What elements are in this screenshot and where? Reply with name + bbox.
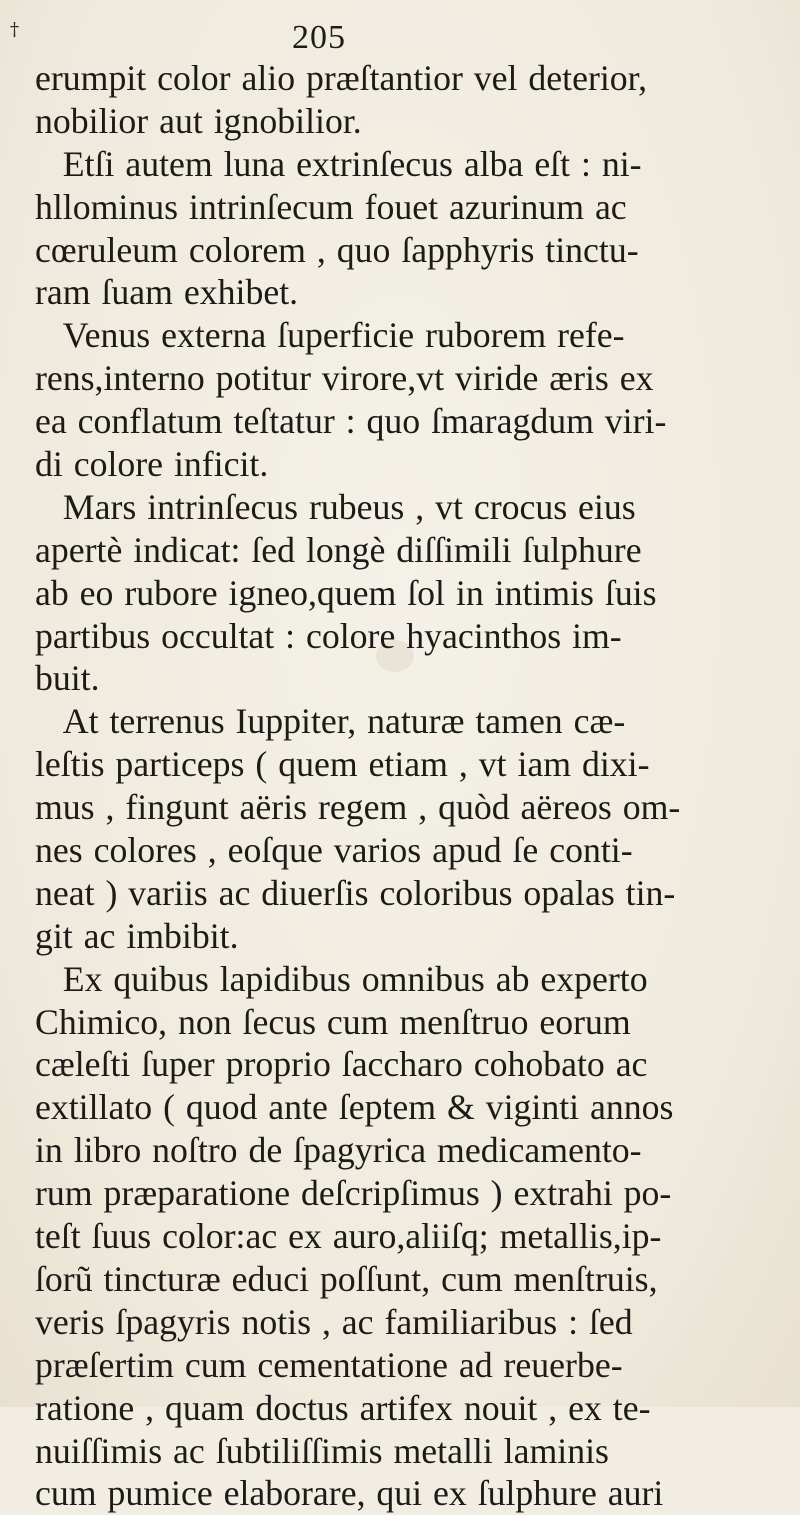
text-line: ratione , quam doctus artifex nouit , ex te-: [35, 1387, 651, 1428]
text-line: apertè indicat: ſed longè diſſimili ſulphure: [35, 529, 642, 570]
text-line: nuiſſimis ac ſubtiliſſimis metalli laminis: [35, 1430, 609, 1471]
text-line: neat ) variis ac diuerſis coloribus opalas tin-: [35, 872, 676, 913]
text-line: erumpit color alio præſtantior vel deterior,: [35, 58, 648, 98]
text-line: hllominus intrinſecum fouet azurinum ac: [35, 186, 627, 227]
text-line: nobilior aut ignobilior.: [35, 100, 362, 141]
text-line: ſorũ tincturæ educi poſſunt, cum menſtruis,: [35, 1258, 658, 1299]
text-line: nes colores , eoſque varios apud ſe conti-: [35, 830, 633, 871]
body-text: [35, 57, 795, 1515]
text-line: in libro noſtro de ſpagyrica medicamento-: [35, 1130, 642, 1171]
paragraph-first-line: Etſi autem luna extrinſecus alba eſt : ni-: [62, 143, 642, 184]
paragraph-first-line: Ex quibus lapidibus omnibus ab experto: [62, 958, 648, 999]
paragraph-first-line: Venus externa ſuperficie ruborem refe-: [62, 315, 625, 356]
page-number: 205: [292, 19, 346, 56]
text-line: Chimico, non ſecus cum menſtruo eorum: [35, 1001, 631, 1042]
text-line: extillato ( quod ante ſeptem & viginti annos: [35, 1087, 674, 1128]
text-line: mus , fingunt aëris regem , quòd aëreos om-: [35, 787, 681, 828]
text-line: cum pumice elaborare, qui ex ſulphure auri: [35, 1473, 664, 1514]
text-line: cæleſti ſuper proprio ſaccharo cohobato ac: [35, 1044, 648, 1085]
text-line: git ac imbibit.: [35, 915, 239, 956]
text-line: leſtis particeps ( quem etiam , vt iam dixi-: [35, 744, 650, 785]
text-line: partibus occultat : colore hyacinthos im-: [35, 615, 622, 656]
paragraph-first-line: Mars intrinſecus rubeus , vt crocus eius: [62, 486, 636, 527]
text-line: veris ſpagyris notis , ac familiaribus : ſed: [35, 1301, 633, 1342]
text-line: ram ſuam exhibet.: [35, 272, 299, 313]
text-line: rum præparatione deſcripſimus ) extrahi po-: [35, 1173, 672, 1214]
text-line: cœruleum colorem , quo ſapphyris tinctu-: [35, 229, 639, 270]
text-line: teſt ſuus color:ac ex auro,aliiſq; metallis,ip-: [35, 1216, 662, 1257]
text-line: buit.: [35, 658, 100, 699]
paragraph-first-line: At terrenus Iuppiter, naturæ tamen cæ-: [62, 701, 626, 742]
text-line: ab eo rubore igneo,quem ſol in intimis ſuis: [35, 572, 657, 613]
text-line: præſertim cum cementatione ad reuerbe-: [35, 1344, 623, 1385]
text-line: di colore inficit.: [35, 444, 269, 485]
corner-mark: †: [10, 19, 19, 40]
text-line: ea conflatum teſtatur : quo ſmaragdum viri-: [35, 401, 667, 442]
text-line: rens,interno potitur virore,vt viride æris ex: [35, 358, 654, 399]
